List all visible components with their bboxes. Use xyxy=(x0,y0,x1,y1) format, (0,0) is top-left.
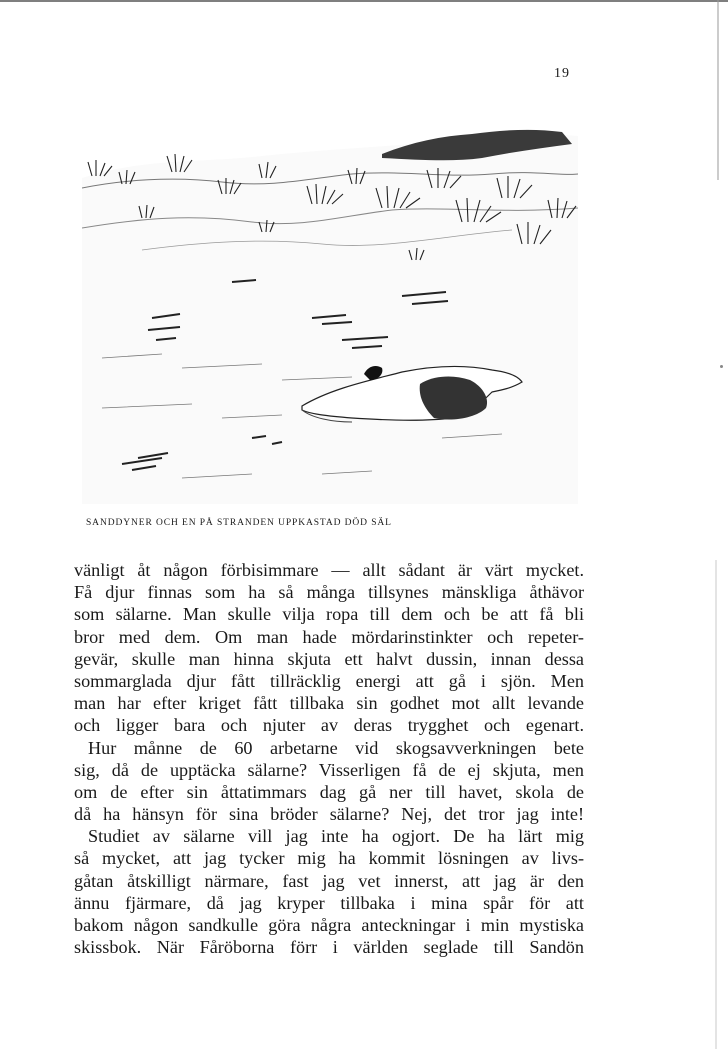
text-line: vänligt åt någon förbisimmare — allt sådant är värt mycket. xyxy=(74,560,584,580)
page-number: 19 xyxy=(554,66,570,81)
text-line: ännu fjärmare, då jag kryper tillbaka i mina spår för att xyxy=(74,892,584,913)
text-line: gåtan åtskilligt närmare, fast jag vet innerst, att jag är den xyxy=(74,870,584,891)
figure-caption: SANDDYNER OCH EN PÅ STRANDEN UPPKASTAD DÖD SÄL xyxy=(86,518,392,528)
text-line: Hur månne de 60 arbetarne vid skogsavverkningen bete xyxy=(88,737,584,758)
text-line: Få djur finnas som ha så många tillsynes mänskliga åthävor xyxy=(74,582,584,603)
text-line: sommarglada djur fått tillräcklig energi att gå i sjön. Men xyxy=(74,670,584,691)
text-line: om de efter sin åttatimmars dag gå ner till havet, skola de xyxy=(74,781,584,802)
body-text xyxy=(74,559,584,958)
text-line: och ligger bara och njuter av deras trygghet och egenart. xyxy=(74,715,584,736)
text-line: sig, då de upptäcka sälarne? Visserligen få de ej skjuta, men xyxy=(74,759,584,780)
text-line: gevär, skulle man hinna skjuta ett halvt dussin, innan dessa xyxy=(74,648,584,669)
text-line: Studiet av sälarne vill jag inte ha ogjort. De ha lärt mig xyxy=(88,826,584,847)
margin-speck xyxy=(720,365,723,368)
text-line: som sälarne. Man skulle vilja ropa till dem och be att få bli xyxy=(74,604,584,625)
text-line: man har efter kriget fått tillbaka sin godhet mot allt levande xyxy=(74,693,584,714)
text-line: så mycket, att jag tycker mig ha kommit lösningen av livs- xyxy=(74,848,584,869)
text-line: skissbok. När Fåröborna förr i världen seglade till Sandön xyxy=(74,937,584,958)
dune-seal-illustration xyxy=(82,118,578,504)
text-line: bror med dem. Om man hade mördarinstinkter och repeter- xyxy=(74,626,584,647)
text-line: då ha hänsyn för sina bröder sälarne? Nej, det tror jag inte! xyxy=(74,804,584,825)
text-line: bakom någon sandkulle göra några anteckningar i min mystiska xyxy=(74,915,584,935)
